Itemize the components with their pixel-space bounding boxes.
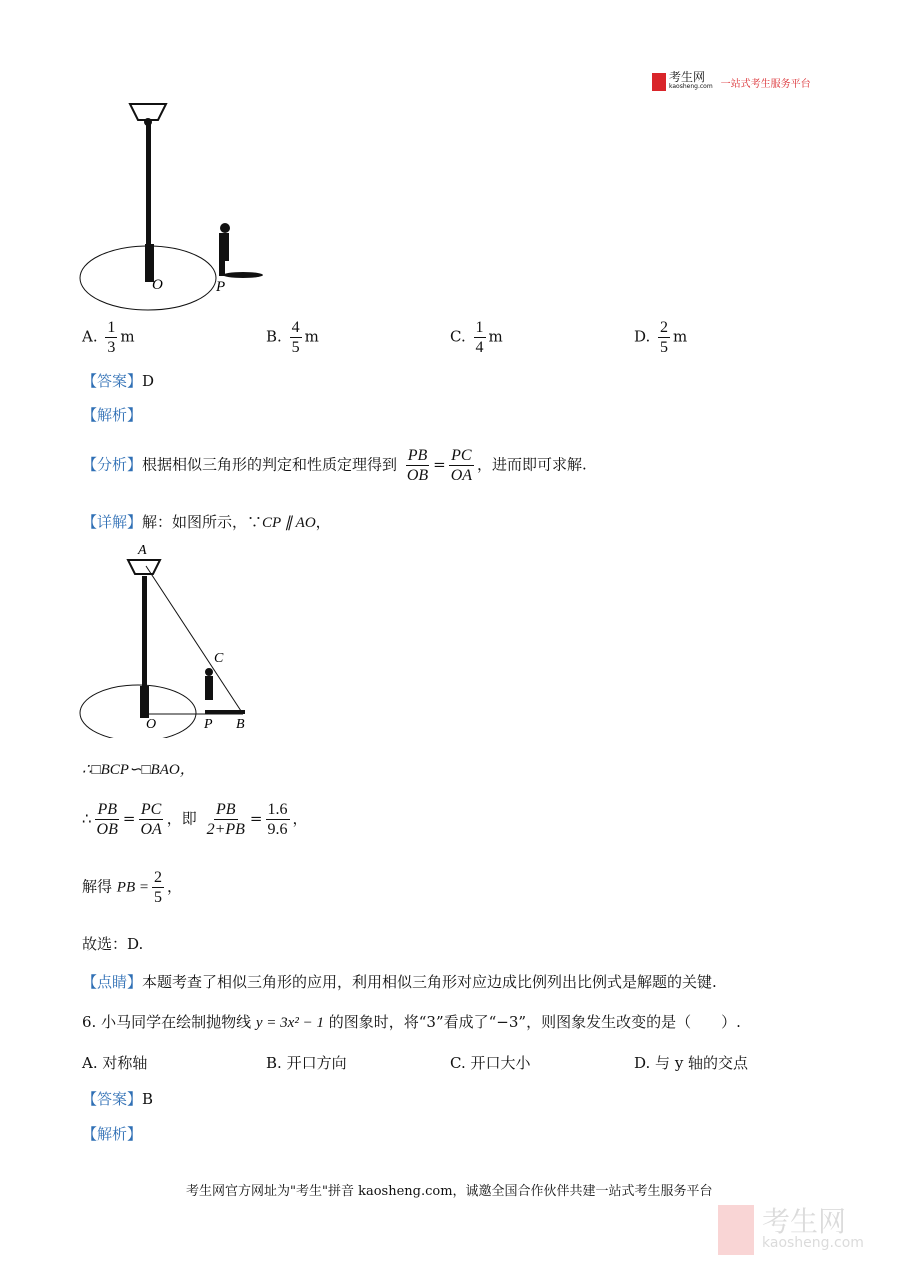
step-similar: ∴□BCP∽□BAO，	[82, 762, 195, 778]
option-a[interactable]: A. $\frac{1}{3}$ m	[82, 319, 135, 356]
label-p: P	[216, 279, 226, 295]
option-c[interactable]: C. $\frac{1}{4}$ m	[450, 319, 503, 356]
analysis-tag-q6: 【解析】	[82, 1125, 143, 1143]
step-ratio: ∴ $\frac{PB}{OB}$ = $\frac{PC}{OA}$ ，即 $\frac{PB}{2+PB}$ = $\frac{1.6}{9.6}$ ，	[82, 801, 308, 838]
option-a[interactable]: A. 对称轴	[82, 1054, 148, 1072]
option-d[interactable]: D. 与 y 轴的交点	[634, 1054, 749, 1072]
label-o: O	[146, 717, 157, 732]
figure-lamp-2	[78, 538, 278, 738]
watermark-logo: 考生网 kaosheng.com	[718, 1205, 864, 1255]
step-choice: 故选：D.	[82, 935, 144, 953]
header-slogan: 一站式考生服务平台	[720, 78, 811, 90]
label-a: A	[138, 543, 147, 558]
logo-sub: kaosheng.com	[669, 83, 713, 90]
fenxi-line: 【分析】根据相似三角形的判定和性质定理得到 $\frac{PB}{OB}$ = $\frac{PC}{OA}$ ，进而即可求解.	[82, 447, 587, 484]
dianjing-line: 【点睛】本题考查了相似三角形的应用，利用相似三角形对应边成比例列出比例式是解题的关键.	[82, 973, 717, 991]
logo-icon	[652, 73, 666, 91]
answer-q6: 【答案】B	[82, 1090, 154, 1108]
option-d[interactable]: D. $\frac{2}{5}$ m	[634, 319, 688, 356]
option-b[interactable]: B. $\frac{4}{5}$ m	[266, 319, 319, 356]
option-c[interactable]: C. 开口大小	[450, 1054, 531, 1072]
label-o: O	[152, 277, 163, 293]
watermark-icon	[718, 1205, 754, 1255]
analysis-tag: 【解析】	[82, 406, 143, 424]
figure-lamp-1	[78, 98, 278, 313]
step-solve: 解得 PB = $\frac{2}{5}$ ，	[82, 869, 183, 906]
label-b: B	[236, 717, 245, 732]
option-b[interactable]: B. 开口方向	[266, 1054, 347, 1072]
label-c: C	[214, 651, 224, 666]
answer-q5: 【答案】D	[82, 372, 155, 390]
logo-text: 考生网	[669, 70, 706, 84]
header-logo	[652, 72, 811, 92]
footer-text: 考生网官方网址为"考生"拼音 kaosheng.com，诚邀全国合作伙伴共建一站式考生服务平台	[186, 1184, 713, 1199]
label-p: P	[204, 717, 213, 732]
xiangjie-line: 【详解】解：如图所示，∵CP ∥ AO，	[82, 513, 331, 531]
question-6: 6. 小马同学在绘制抛物线 y = 3x² − 1 的图象时，将“3”看成了“−3”，则图象发生改变的是（ ）.	[82, 1013, 741, 1031]
